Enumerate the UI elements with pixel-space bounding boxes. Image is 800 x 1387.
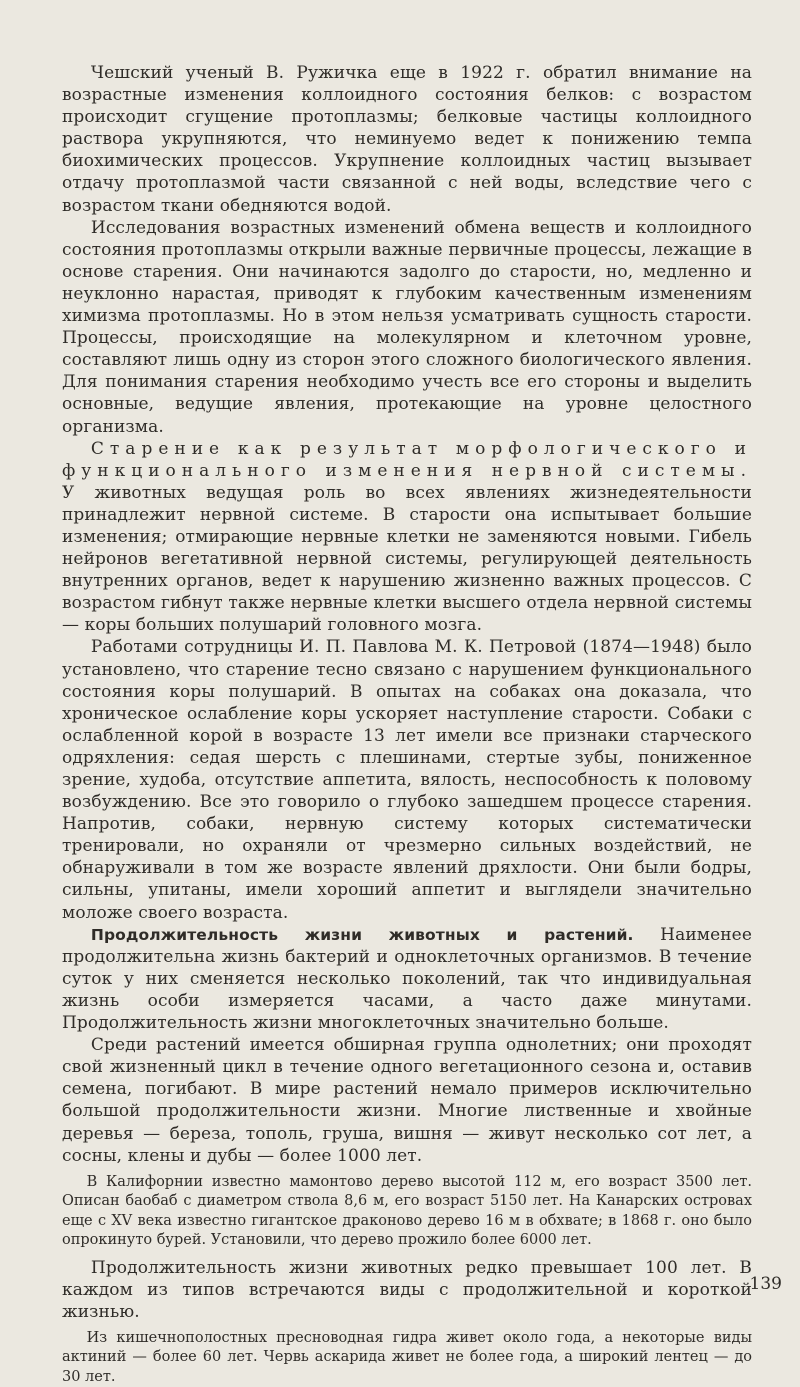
paragraph-metabolism: Исследования возрастных изменений обмена веществ и коллоидного состояния протоплазмы открыли важные первичные процессы, лежащие в основе старения. Они начинаются задолго до старости, но, медленно и неуклонно нарастая, приводят к глубоким качественным изменениям химизма протоплазмы. Но в этом нельзя усматривать сущность старости. Процессы, происходящие на молекулярном и клеточном уровне, составляют лишь одну из сторон этого сложного биологического явления. Для понимания старения необходимо учесть все его стороны и выделить основные, ведущие явления, протекающие на уровне целостного организма. xyxy=(62,217,752,437)
paragraph-plants: Среди растений имеется обширная группа однолетних; они проходят свой жизненный цикл в течение одного вегетационного сезона и, оставив семена, погибают. В мире растений немало примеров исключительно большой продолжительности жизни. Многие лиственные и хвойные деревья — береза, тополь, груша, вишня — живут несколько сот лет, а сосны, клены и дубы — более 1000 лет. xyxy=(62,1035,752,1166)
paragraph-nervous-system xyxy=(62,438,752,637)
main-text xyxy=(62,62,752,1167)
small-print-animals xyxy=(62,1329,752,1387)
paragraph-animals: Продолжительность жизни животных редко превышает 100 лет. В каждом из типов встречаются виды с продолжительной и короткой жизнью. xyxy=(62,1257,752,1322)
paragraph-lifespan xyxy=(62,924,752,1034)
paragraph-nervous-system-text: У животных ведущая роль во всех явлениях жизнедеятельности принадлежит нервной системе. В старости она испытывает большие изменения; отмирающие нервные клетки не заменяются новыми. Гибель нейронов вегетативной нервной системы, регулирующей деятельность внутренних органов, ведет к нарушению жизненно важных процессов. С возрастом гибнут также нервные клетки высшего отдела нервной системы — коры больших полушарий головного мозга. xyxy=(62,482,752,636)
section-heading-lifespan: Продолжительность жизни животных и растений. xyxy=(90,925,634,944)
small-print-trees xyxy=(62,1173,752,1251)
book-page xyxy=(62,62,752,1385)
paragraph-ruzicka: Чешский ученый В. Ружичка еще в 1922 г. обратил внимание на возрастные изменения коллоидного состояния белков: с возрастом происходит сгущение протоплазмы; белковые частицы коллоидного раствора укрупняются, что неминуемо ведет к понижению темпа биохимических процессов. Укрупнение коллоидных частиц вызывает отдачу протоплазмой части связанной с ней воды, вследствие чего с возрастом ткани обедняются водой. xyxy=(62,63,752,216)
page-number: 139 xyxy=(749,1274,782,1294)
paragraph-lifespan-text: Наименее продолжительна жизнь бактерий и одноклеточных организмов. В течение суток у них сменяется несколько поколений, так что индивидуальная жизнь особи измеряется часами, а часто даже минутами. Продолжительность жизни многоклеточных значительно больше. xyxy=(62,924,752,1034)
main-text-2 xyxy=(62,1257,752,1323)
note-animals: Из кишечнополостных пресноводная гидра живет около года, а некоторые виды актиний — более 60 лет. Червь аскарида живет не более года, а широкий лентец — до 30 лет. xyxy=(62,1329,752,1385)
section-heading-nervous-system: Старение как результат морфологического и функционального изменения нервной системы. xyxy=(62,438,752,481)
paragraph-petrova: Работами сотрудницы И. П. Павлова М. К. Петровой (1874—1948) было установлено, что старение тесно связано с нарушением функционального состояния коры полушарий. В опытах на собаках она доказала, что хроническое ослабление коры ускоряет наступление старости. Собаки с ослабленной корой в возрасте 13 лет имели все признаки старческого одряхления: седая шерсть с плешинами, стертые зубы, пониженное зрение, худоба, отсутствие аппетита, вялость, неспособность к половому возбуждению. Все это говорило о глубоко зашедшем процессе старения. Напротив, собаки, нервную систему которых систематически тренировали, но охраняли от чрезмерно сильных воздействий, не обнаруживали в том же возрасте явлений дряхлости. Они были бодры, сильны, упитаны, имели хороший аппетит и выглядели значительно моложе своего возраста. xyxy=(62,637,752,923)
note-trees: В Калифорнии известно мамонтово дерево высотой 112 м, его возраст 3500 лет. Описан баобаб с диаметром ствола 8,6 м, его возраст 5150 лет. На Канарских островах еще с XV века известно гигантское драконово дерево 16 м в обхвате; в 1868 г. оно было опрокинуто бурей. Установили, что дерево прожило более 6000 лет. xyxy=(62,1173,752,1249)
